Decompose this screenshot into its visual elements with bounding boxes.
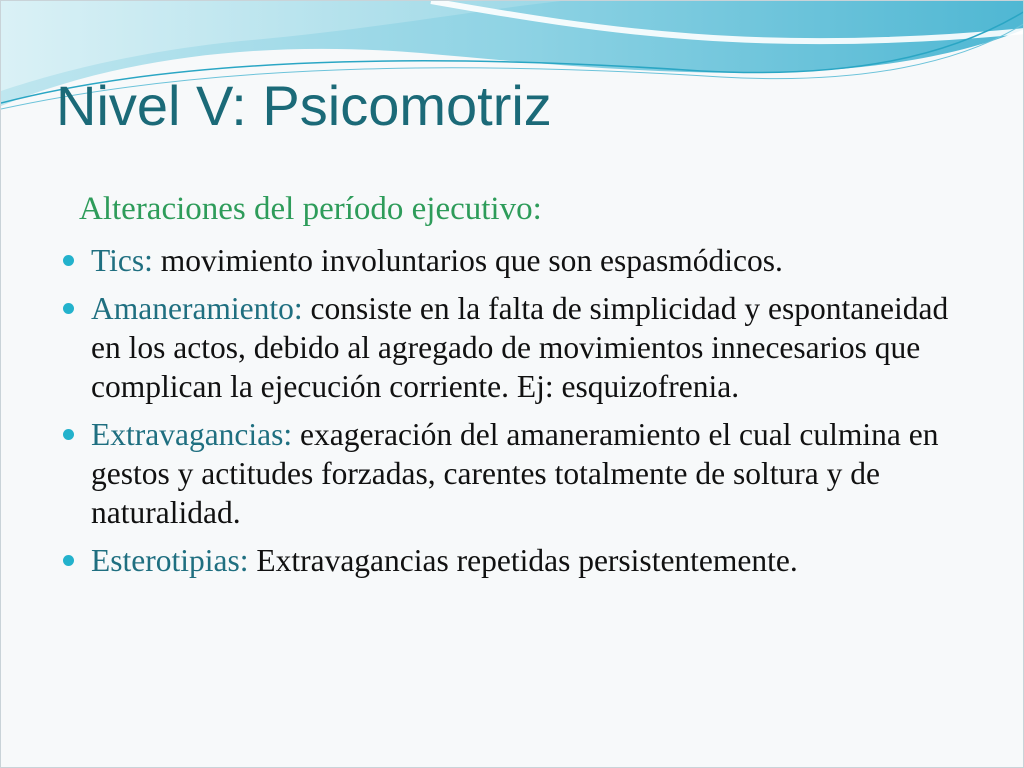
bullet-dot-icon [63,303,74,314]
bullet-term: Tics: [91,243,153,278]
bullet-list [61,241,981,589]
bullet-dot-icon [63,255,74,266]
slide-title: Nivel V: Psicomotriz [56,74,552,137]
bullet-term: Amaneramiento: [91,291,303,326]
bullet-text: consiste en la falta de simplicidad y espontaneidad en los actos, debido al agregado de movimientos innecesarios que complican la ejecución corriente. Ej: esquizofrenia. [91,291,949,404]
bullet-item-tics [61,241,981,280]
bullet-term: Esterotipias: [91,543,249,578]
bullet-text: movimiento involuntarios que son espasmódicos. [152,243,783,278]
bullet-item-extravagancias [61,415,981,532]
bullet-term: Extravagancias: [91,417,293,452]
slide-subtitle: Alteraciones del período ejecutivo: [79,191,542,227]
bullet-item-esterotipias [61,541,981,580]
bullet-text: Extravagancias repetidas persistentemente. [248,543,798,578]
bullet-item-amaneramiento [61,289,981,406]
bullet-dot-icon [63,429,74,440]
bullet-text: exageración del amaneramiento el cual culmina en gestos y actitudes forzadas, carentes totalmente de soltura y de naturalidad. [91,417,939,530]
bullet-dot-icon [63,555,74,566]
